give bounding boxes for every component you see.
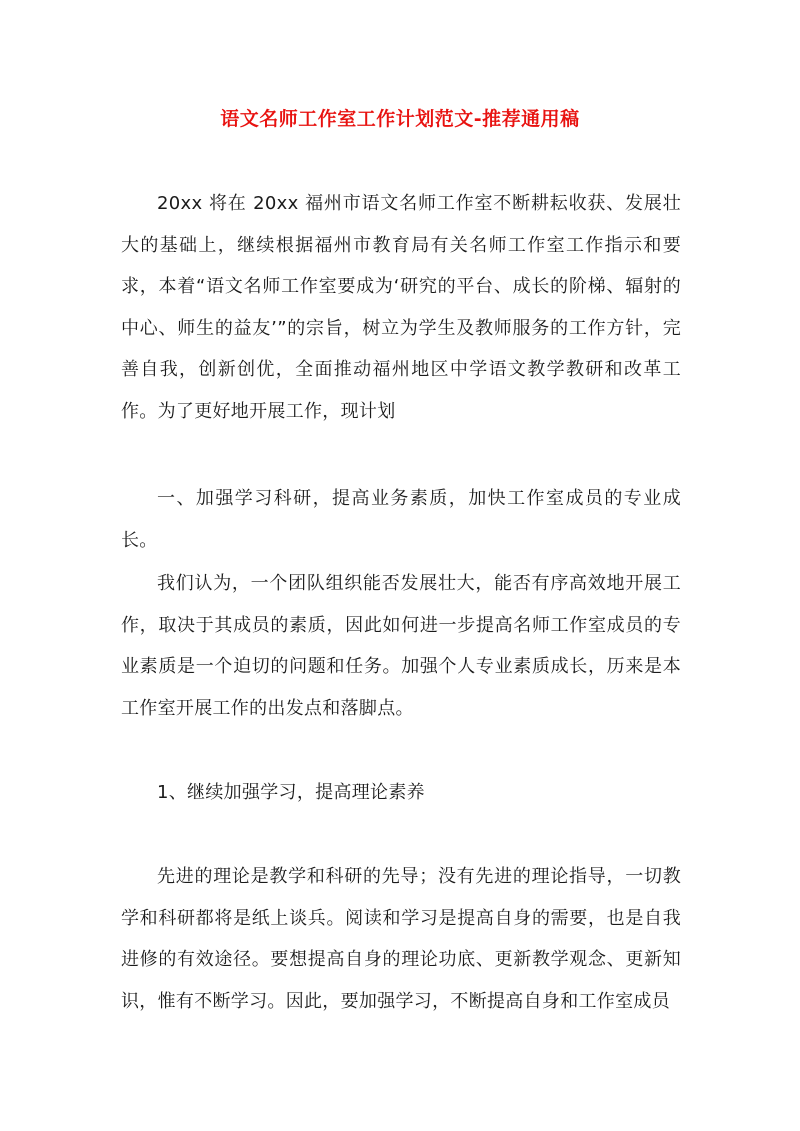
body-paragraph: 先进的理论是教学和科研的先导；没有先进的理论指导，一切教学和科研都将是纸上谈兵。阅读和学习是提高自身的需要，也是自我进修的有效途径。要想提高自身的理论功底、更新教学观念、更新知识，惟有不断学习。因此，要加强学习，不断提高自身和工作室成员	[121, 866, 681, 1012]
document-title: 语文名师工作室工作计划范文-推荐通用稿	[220, 108, 580, 130]
section-heading-1: 一、加强学习科研，提高业务素质，加快工作室成员的专业成长。	[121, 488, 681, 551]
intro-paragraph: 20xx 将在 20xx 福州市语文名师工作室不断耕耘收获、发展壮大的基础上，继续根据福州市教育局有关名师工作室工作指示和要求，本着“语文名师工作室要成为‘研究的平台、成长的阶梯、辐射的中心、师生的益友’”的宗旨，树立为学生及教师服务的工作方针，完善自我，创新创优，全面推动福州地区中学语文教学教研和改革工作。为了更好地开展工作，现计划	[121, 193, 681, 422]
subsection-heading-1: 1、继续加强学习，提高理论素养	[157, 782, 425, 803]
body-paragraph: 我们认为，一个团队组织能否发展壮大，能否有序高效地开展工作，取决于其成员的素质，因此如何进一步提高名师工作室成员的专业素质是一个迫切的问题和任务。加强个人专业素质成长，历来是本工作室开展工作的出发点和落脚点。	[121, 573, 681, 719]
